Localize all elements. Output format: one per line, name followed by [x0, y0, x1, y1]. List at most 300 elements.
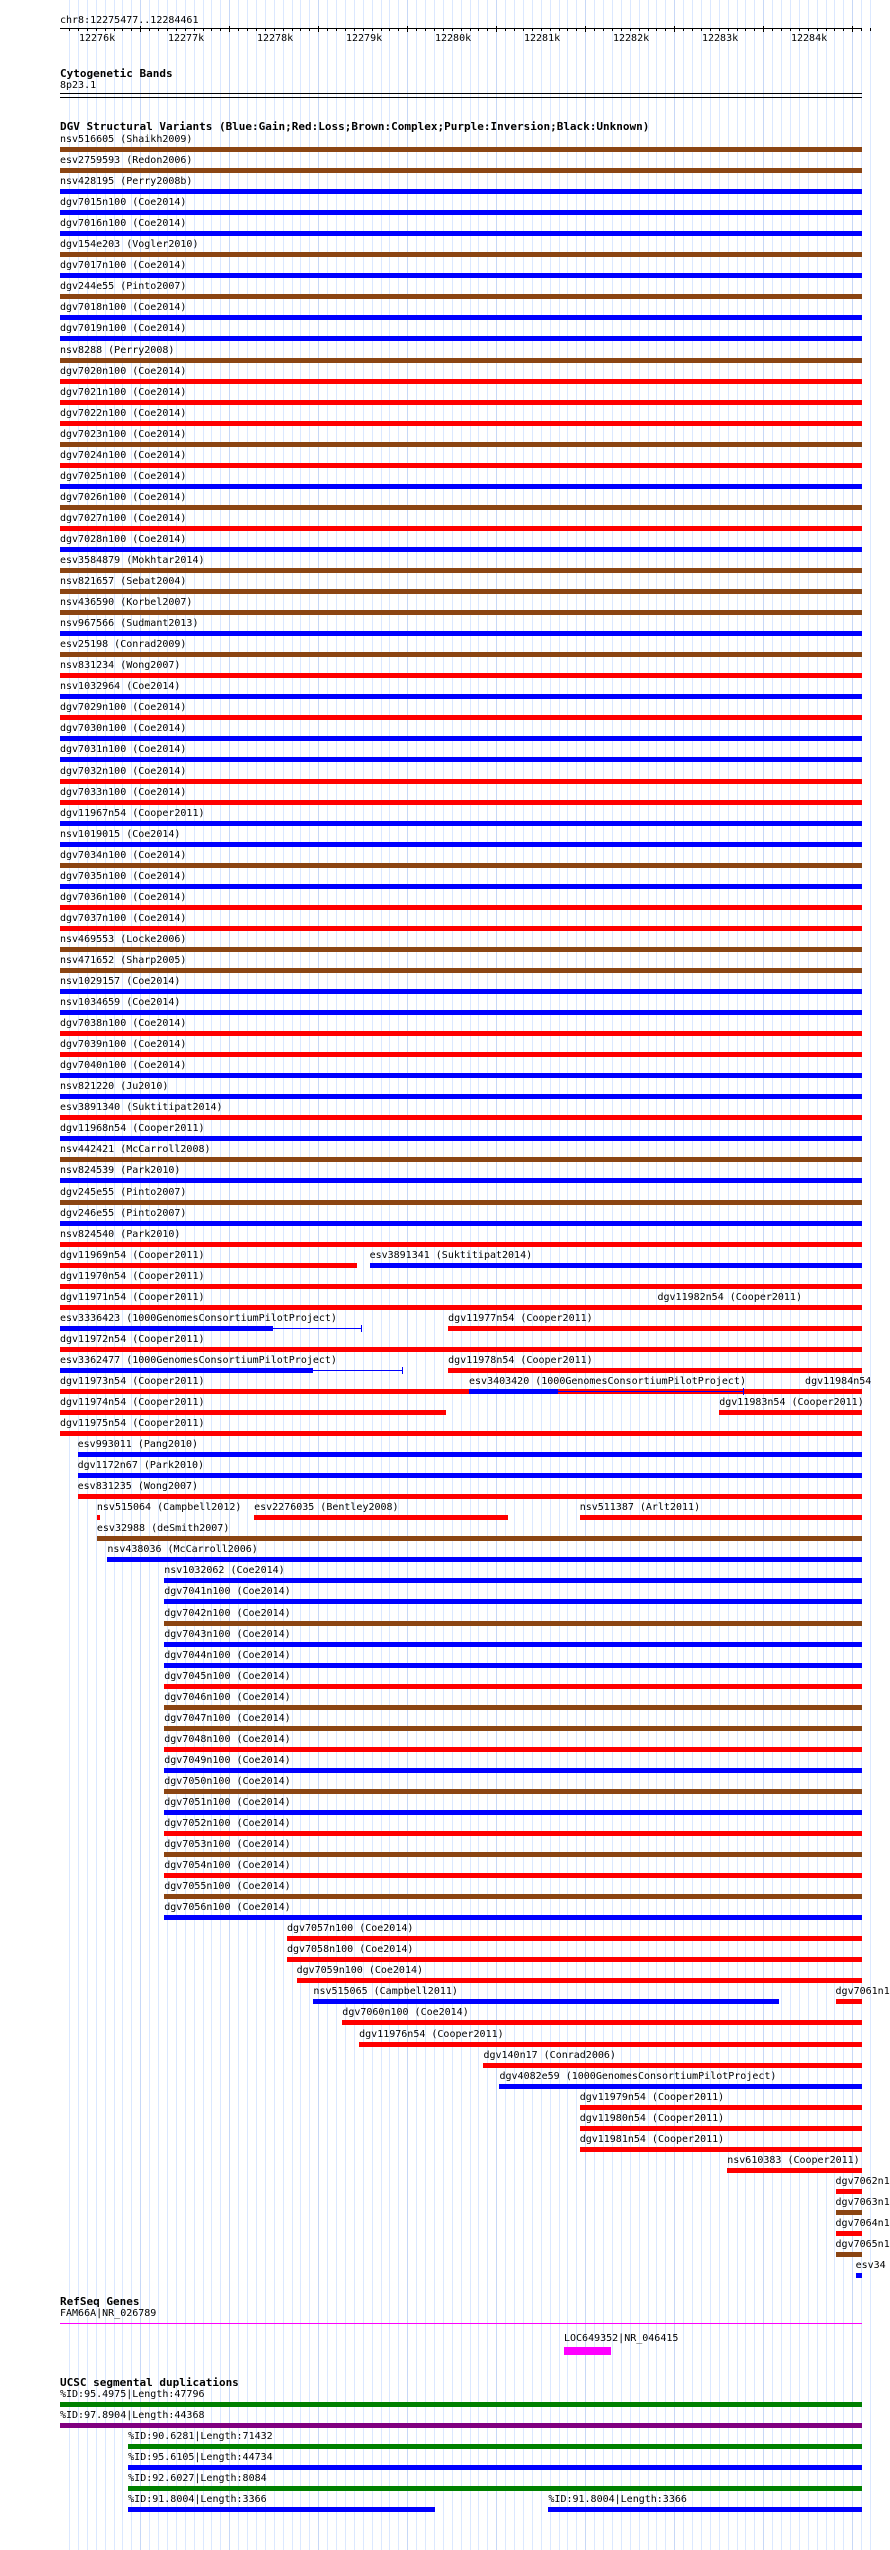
sv-label[interactable]: dgv7038n100 (Coe2014) — [60, 1018, 187, 1030]
ruler-tick — [256, 28, 257, 31]
sv-feature-bar[interactable] — [60, 400, 862, 405]
sv-label[interactable]: nsv1029157 (Coe2014) — [60, 976, 181, 987]
sv-label[interactable]: dgv245e55 (Pinto2007) — [60, 1186, 187, 1198]
ruler-tick — [176, 28, 177, 31]
sv-feature-bar[interactable] — [719, 1410, 862, 1415]
sv-label[interactable]: dgv7026n100 (Coe2014) — [60, 491, 187, 503]
sv-label[interactable]: esv3891341 (Suktitipat2014) — [369, 1249, 533, 1261]
ruler-tick — [817, 28, 818, 31]
sv-label[interactable]: dgv7051n100 (Coe2014) — [164, 1796, 291, 1808]
ruler-tick-label: 12283k — [702, 33, 739, 44]
sv-label[interactable]: dgv7054n100 (Coe2014) — [164, 1860, 291, 1872]
sv-feature-bar[interactable] — [78, 1473, 862, 1478]
ruler-tick — [354, 28, 355, 31]
sv-label[interactable]: dgv7053n100 (Coe2014) — [164, 1839, 291, 1851]
sv-label[interactable]: esv2276035 (Bentley2008) — [254, 1502, 399, 1514]
sv-label[interactable]: esv32988 (deSmith2007) — [96, 1523, 230, 1535]
sv-label[interactable]: dgv7018n100 (Coe2014) — [60, 302, 187, 314]
sv-label[interactable]: nsv610383 (Cooper2011) — [727, 2154, 860, 2166]
sv-feature-bar[interactable] — [60, 463, 862, 468]
sv-label[interactable]: dgv246e55 (Pinto2007) — [60, 1207, 187, 1219]
ruler-tick — [808, 28, 809, 31]
ruler-tick — [194, 28, 195, 31]
ruler-tick — [719, 28, 720, 31]
ruler-tick — [710, 28, 711, 31]
ruler-tick — [576, 28, 577, 31]
sv-label[interactable]: dgv11981n54 (Cooper2011) — [579, 2133, 725, 2145]
sv-feature-bar[interactable] — [60, 168, 862, 173]
sv-feature-bar[interactable] — [342, 2020, 862, 2025]
ruler-tick — [674, 26, 675, 32]
sv-feature-bar[interactable] — [60, 694, 862, 699]
segdup-label[interactable]: %ID:97.8904|Length:44368 — [60, 2410, 205, 2421]
sv-feature-bar[interactable] — [97, 1515, 100, 1520]
sv-feature-bar[interactable] — [60, 442, 862, 447]
sv-label[interactable]: nsv515064 (Campbell2012) — [96, 1502, 242, 1514]
ruler-tick — [416, 28, 417, 31]
sv-label[interactable]: nsv442421 (McCarroll2008) — [60, 1144, 211, 1156]
ruler-tick — [140, 26, 141, 32]
sv-label[interactable]: dgv7028n100 (Coe2014) — [60, 533, 187, 545]
sv-label[interactable]: nsv1032062 (Coe2014) — [164, 1565, 285, 1577]
sv-label[interactable]: dgv7058n100 (Coe2014) — [286, 1944, 414, 1956]
ruler-tick — [639, 28, 640, 31]
sv-label[interactable]: dgv7050n100 (Coe2014) — [164, 1775, 291, 1787]
sv-feature-bar[interactable] — [164, 1578, 862, 1583]
sv-feature-bar[interactable] — [60, 294, 862, 299]
sv-feature-bar[interactable] — [359, 2042, 862, 2047]
sv-label[interactable]: dgv4082e59 (1000GenomesConsortiumPilotProject) — [499, 2070, 777, 2082]
sv-feature-bar[interactable] — [836, 2210, 862, 2215]
ruler-tick — [594, 28, 595, 31]
sv-label[interactable]: dgv7033n100 (Coe2014) — [60, 786, 187, 798]
ruler-tick — [630, 28, 631, 31]
sv-label[interactable]: dgv7029n100 (Coe2014) — [60, 702, 187, 714]
sv-feature-bar[interactable] — [836, 2231, 862, 2236]
refseq-gene-exon[interactable] — [564, 2347, 611, 2355]
sv-label[interactable]: dgv7063n1 — [835, 2196, 890, 2208]
sv-label[interactable]: nsv1034659 (Coe2014) — [60, 997, 181, 1009]
ruler-tick — [203, 28, 204, 31]
ruler-tick — [363, 28, 364, 31]
ruler-tick — [683, 28, 684, 31]
sv-label[interactable]: nsv471652 (Sharp2005) — [60, 954, 187, 966]
ruler-tick — [229, 26, 230, 32]
sv-label[interactable]: dgv7034n100 (Coe2014) — [60, 849, 187, 861]
sv-feature-bar[interactable] — [287, 1936, 862, 1941]
sv-label[interactable]: esv3403420 (1000GenomesConsortiumPilotProject) — [469, 1375, 746, 1387]
sv-feature-bar[interactable] — [60, 505, 862, 510]
sv-feature-bar[interactable] — [60, 947, 862, 952]
sv-label[interactable]: dgv7020n100 (Coe2014) — [60, 365, 187, 377]
sv-feature-bar[interactable] — [60, 526, 862, 531]
ruler-tick — [478, 28, 479, 31]
ruler-tick — [834, 28, 835, 31]
segdup-label[interactable]: %ID:91.8004|Length:3366 — [128, 2494, 267, 2505]
sv-feature-bar[interactable] — [60, 1010, 862, 1015]
ruler-tick-label: 12281k — [524, 33, 561, 44]
sv-feature-bar[interactable] — [164, 1852, 862, 1857]
sv-feature-bar[interactable] — [60, 610, 862, 615]
ruler-tick — [114, 28, 115, 31]
sv-label[interactable]: dgv11976n54 (Cooper2011) — [359, 2028, 504, 2040]
sv-feature-bar[interactable] — [499, 2084, 862, 2089]
sv-label[interactable]: nsv428195 (Perry2008b) — [60, 176, 193, 188]
ruler-tick — [559, 28, 560, 31]
ruler-tick — [274, 28, 275, 31]
sv-feature-bar[interactable] — [856, 2273, 862, 2278]
sv-label[interactable]: nsv967566 (Sudmant2013) — [60, 618, 199, 630]
ruler-tick — [496, 26, 497, 32]
sv-feature-bar[interactable] — [164, 1915, 862, 1920]
sv-feature-bar[interactable] — [164, 1621, 862, 1626]
sv-label[interactable]: nsv824540 (Park2010) — [60, 1228, 181, 1240]
refseq-gene-label[interactable]: FAM66A|NR_026789 — [60, 2308, 157, 2319]
sv-feature-bar[interactable] — [60, 989, 862, 994]
sv-feature-bar[interactable] — [164, 1747, 862, 1752]
sv-label[interactable]: dgv11979n54 (Cooper2011) — [579, 2091, 725, 2103]
sv-label[interactable]: esv3584879 (Mokhtar2014) — [60, 555, 205, 566]
segdup-feature-bar[interactable] — [128, 2486, 862, 2491]
sv-feature-bar[interactable] — [107, 1557, 862, 1562]
sv-feature-bar[interactable] — [370, 1263, 862, 1268]
cytoband-track-title: Cytogenetic Bands — [60, 67, 173, 80]
sv-label[interactable]: dgv11982n54 (Cooper2011) — [657, 1291, 802, 1303]
sv-feature-bar[interactable] — [287, 1957, 862, 1962]
segdup-label[interactable]: %ID:92.6027|Length:8084 — [128, 2473, 267, 2484]
sv-label[interactable]: nsv831234 (Wong2007) — [60, 660, 181, 672]
sv-label[interactable]: esv2759593 (Redon2006) — [60, 155, 193, 167]
sv-label[interactable]: esv3336423 (1000GenomesConsortiumPilotProject) — [60, 1312, 337, 1324]
sv-feature-bar[interactable] — [60, 673, 862, 678]
sv-label[interactable]: dgv7057n100 (Coe2014) — [286, 1923, 414, 1935]
sv-label[interactable]: dgv7017n100 (Coe2014) — [60, 260, 187, 272]
sv-feature-bar[interactable] — [60, 589, 862, 594]
ruler-tick — [345, 28, 346, 31]
sv-label[interactable]: dgv7021n100 (Coe2014) — [60, 386, 187, 398]
ruler-tick — [283, 28, 284, 31]
sv-label[interactable]: dgv11978n54 (Cooper2011) — [448, 1354, 593, 1366]
sv-label[interactable]: dgv7030n100 (Coe2014) — [60, 723, 187, 735]
ruler-tick — [265, 28, 266, 31]
sv-label[interactable]: dgv11980n54 (Cooper2011) — [579, 2112, 725, 2124]
sv-label[interactable]: dgv7046n100 (Coe2014) — [164, 1691, 291, 1703]
sv-feature-whisker-line[interactable] — [558, 1391, 743, 1392]
sv-label[interactable]: dgv11975n54 (Cooper2011) — [60, 1418, 205, 1430]
sv-feature-bar[interactable] — [60, 1052, 862, 1057]
sv-label[interactable]: dgv11972n54 (Cooper2011) — [60, 1333, 205, 1345]
sv-label[interactable]: dgv7044n100 (Coe2014) — [164, 1649, 291, 1661]
ruler-tick — [763, 26, 764, 32]
sv-feature-bar[interactable] — [164, 1642, 862, 1647]
sv-feature-bar[interactable] — [60, 1347, 862, 1352]
sv-feature-bar[interactable] — [60, 1200, 862, 1205]
sv-label[interactable]: dgv7025n100 (Coe2014) — [60, 470, 187, 482]
sv-feature-bar[interactable] — [60, 336, 862, 341]
sv-label[interactable]: dgv7016n100 (Coe2014) — [60, 218, 187, 230]
sv-feature-bar[interactable] — [164, 1768, 862, 1773]
sv-feature-bar[interactable] — [60, 231, 862, 236]
sv-label[interactable]: dgv7032n100 (Coe2014) — [60, 765, 187, 777]
ruler-tick — [158, 28, 159, 31]
sv-feature-bar[interactable] — [60, 1263, 357, 1268]
sv-label[interactable]: dgv11977n54 (Cooper2011) — [448, 1312, 593, 1324]
refseq-gene-label[interactable]: LOC649352|NR_046415 — [564, 2333, 679, 2344]
sv-feature-bar[interactable] — [60, 736, 862, 741]
sv-feature-bar[interactable] — [836, 2189, 862, 2194]
sv-label[interactable]: dgv7039n100 (Coe2014) — [60, 1039, 187, 1051]
sv-feature-bar[interactable] — [60, 315, 862, 320]
sv-feature-bar[interactable] — [60, 568, 862, 573]
sv-feature-bar[interactable] — [60, 1410, 446, 1415]
segdup-feature-bar[interactable] — [128, 2444, 862, 2449]
sv-feature-bar[interactable] — [164, 1789, 862, 1794]
sv-feature-bar[interactable] — [297, 1978, 862, 1983]
sv-feature-bar[interactable] — [164, 1663, 862, 1668]
sv-label[interactable]: dgv11969n54 (Cooper2011) — [60, 1249, 205, 1261]
sv-label[interactable]: dgv7036n100 (Coe2014) — [60, 891, 187, 903]
sv-feature-bar[interactable] — [580, 2105, 862, 2110]
sv-label[interactable]: dgv11984n54 — [805, 1375, 872, 1387]
sv-label[interactable]: dgv154e203 (Vogler2010) — [60, 239, 199, 251]
sv-feature-bar[interactable] — [60, 252, 862, 257]
sv-label[interactable]: dgv7024n100 (Coe2014) — [60, 449, 187, 461]
sv-feature-bar[interactable] — [254, 1515, 508, 1520]
ruler-tick — [389, 28, 390, 31]
sv-feature-bar[interactable] — [97, 1536, 862, 1541]
sv-label[interactable]: dgv7064n1 — [835, 2217, 890, 2229]
sv-label[interactable]: dgv7049n100 (Coe2014) — [164, 1754, 291, 1766]
sv-feature-bar[interactable] — [78, 1452, 862, 1457]
sv-feature-bar[interactable] — [60, 715, 862, 720]
sv-label[interactable]: dgv11973n54 (Cooper2011) — [60, 1375, 205, 1387]
sv-feature-bar[interactable] — [60, 1178, 862, 1183]
segdup-label[interactable]: %ID:91.8004|Length:3366 — [548, 2494, 687, 2505]
sv-label[interactable]: esv831235 (Wong2007) — [77, 1481, 199, 1493]
sv-feature-bar[interactable] — [60, 842, 862, 847]
sv-feature-bar[interactable] — [60, 210, 862, 215]
sv-label[interactable]: nsv436590 (Korbel2007) — [60, 597, 193, 609]
sv-feature-bar[interactable] — [60, 1221, 862, 1226]
sv-feature-bar[interactable] — [836, 1999, 862, 2004]
sv-feature-bar[interactable] — [164, 1599, 862, 1604]
sv-label[interactable]: dgv7048n100 (Coe2014) — [164, 1733, 291, 1745]
sv-label[interactable]: nsv469553 (Locke2006) — [60, 933, 187, 945]
sv-feature-bar[interactable] — [60, 273, 862, 278]
sv-feature-bar[interactable] — [483, 2063, 862, 2068]
sv-feature-bar[interactable] — [60, 379, 862, 384]
sv-feature-bar[interactable] — [60, 863, 862, 868]
sv-feature-bar[interactable] — [580, 1515, 862, 1520]
sv-feature-bar[interactable] — [448, 1326, 862, 1331]
sv-feature-bar[interactable] — [60, 800, 862, 805]
sv-label[interactable]: esv993011 (Pang2010) — [77, 1439, 199, 1451]
ruler-tick — [247, 28, 248, 31]
sv-label[interactable]: nsv438036 (McCarroll2006) — [107, 1544, 258, 1556]
segdup-track-title: UCSC segmental duplications — [60, 2376, 239, 2389]
sv-feature-bar[interactable] — [60, 484, 862, 489]
ruler-tick — [238, 28, 239, 31]
sv-feature-bar[interactable] — [60, 926, 862, 931]
ruler-tick — [648, 28, 649, 31]
ruler-tick — [220, 28, 221, 31]
sv-feature-bar[interactable] — [60, 1326, 273, 1331]
sv-label[interactable]: nsv1019015 (Coe2014) — [60, 828, 181, 840]
ruler-tick — [585, 26, 586, 32]
sv-label[interactable]: nsv821657 (Sebat2004) — [60, 576, 187, 588]
ruler-tick — [292, 28, 293, 31]
sv-feature-bar[interactable] — [164, 1726, 862, 1731]
segdup-label[interactable]: %ID:95.4975|Length:47796 — [60, 2389, 205, 2400]
sv-feature-bar[interactable] — [164, 1705, 862, 1710]
sv-label[interactable]: dgv7056n100 (Coe2014) — [164, 1902, 291, 1914]
segdup-feature-bar[interactable] — [548, 2507, 862, 2512]
sv-feature-bar[interactable] — [727, 2168, 862, 2173]
sv-feature-bar[interactable] — [60, 1284, 862, 1289]
sv-feature-bar[interactable] — [60, 189, 862, 194]
sv-feature-bar[interactable] — [164, 1894, 862, 1899]
sv-label[interactable]: esv3362477 (1000GenomesConsortiumPilotProject) — [60, 1354, 337, 1366]
sv-label[interactable]: dgv7015n100 (Coe2014) — [60, 197, 187, 209]
sv-label[interactable]: nsv824539 (Park2010) — [60, 1165, 181, 1177]
ruler-tick — [772, 28, 773, 31]
sv-label[interactable]: dgv7042n100 (Coe2014) — [164, 1607, 291, 1619]
sv-label[interactable]: dgv11974n54 (Cooper2011) — [60, 1397, 205, 1408]
ruler-tick — [372, 28, 373, 31]
sv-label[interactable]: esv25198 (Conrad2009) — [60, 639, 187, 651]
sv-feature-bar[interactable] — [164, 1684, 862, 1689]
sv-label[interactable]: nsv8288 (Perry2008) — [60, 344, 175, 356]
sv-feature-bar[interactable] — [164, 1873, 862, 1878]
refseq-gene-line[interactable] — [60, 2323, 862, 2324]
sv-label[interactable]: nsv515065 (Campbell2011) — [313, 1986, 458, 1998]
sv-label[interactable]: dgv7023n100 (Coe2014) — [60, 428, 187, 440]
sv-feature-bar[interactable] — [60, 1073, 862, 1078]
sv-feature-bar[interactable] — [60, 652, 862, 657]
sv-feature-whisker-line[interactable] — [313, 1370, 402, 1371]
sv-label[interactable]: dgv7041n100 (Coe2014) — [164, 1586, 291, 1598]
sv-label[interactable]: dgv7045n100 (Coe2014) — [164, 1670, 291, 1682]
sv-feature-bar[interactable] — [60, 1431, 862, 1436]
ruler-tick — [69, 28, 70, 31]
sv-label[interactable]: dgv7040n100 (Coe2014) — [60, 1060, 187, 1072]
sv-label[interactable]: dgv7047n100 (Coe2014) — [164, 1712, 291, 1724]
sv-label[interactable]: dgv7031n100 (Coe2014) — [60, 744, 187, 756]
sv-feature-bar[interactable] — [60, 1368, 313, 1373]
sv-feature-bar[interactable] — [657, 1305, 862, 1310]
sv-label[interactable]: dgv7019n100 (Coe2014) — [60, 323, 187, 335]
sv-label[interactable]: dgv7027n100 (Coe2014) — [60, 512, 187, 524]
ruler-tick — [318, 26, 319, 32]
sv-feature-bar[interactable] — [60, 358, 862, 363]
cytoband-bar-lower — [60, 97, 862, 98]
sv-label[interactable]: dgv7060n100 (Coe2014) — [342, 2007, 469, 2019]
sv-label[interactable]: dgv11971n54 (Cooper2011) — [60, 1291, 205, 1303]
sv-label[interactable]: dgv11968n54 (Cooper2011) — [60, 1123, 205, 1135]
ruler-tick — [843, 28, 844, 31]
segdup-label[interactable]: %ID:95.6105|Length:44734 — [128, 2452, 273, 2463]
cytoband-label: 8p23.1 — [60, 80, 97, 91]
sv-label[interactable]: dgv7059n100 (Coe2014) — [296, 1965, 424, 1977]
sv-feature-bar[interactable] — [805, 1389, 862, 1394]
sv-feature-bar[interactable] — [60, 421, 862, 426]
sv-label[interactable]: dgv7065n1 — [835, 2239, 890, 2250]
sv-label[interactable]: nsv821220 (Ju2010) — [60, 1081, 169, 1093]
ruler-tick — [826, 28, 827, 31]
sv-feature-bar[interactable] — [60, 821, 862, 826]
sv-label[interactable]: dgv7061n1 — [835, 1986, 890, 1998]
sv-label[interactable]: nsv1032964 (Coe2014) — [60, 681, 181, 693]
sv-feature-bar[interactable] — [60, 1157, 862, 1162]
sv-feature-bar[interactable] — [60, 631, 862, 636]
sv-feature-bar[interactable] — [164, 1810, 862, 1815]
sv-label[interactable]: dgv11970n54 (Cooper2011) — [60, 1270, 205, 1282]
sv-label[interactable]: dgv11983n54 (Cooper2011) — [719, 1397, 864, 1408]
sv-feature-bar[interactable] — [60, 1136, 862, 1141]
sv-feature-bar[interactable] — [836, 2252, 862, 2257]
ruler-tick — [505, 28, 506, 31]
sv-label[interactable]: esv3891340 (Suktitipat2014) — [60, 1102, 223, 1114]
sv-label[interactable]: dgv7062n1 — [835, 2175, 890, 2187]
sv-feature-bar[interactable] — [60, 147, 862, 152]
segdup-feature-bar[interactable] — [60, 2423, 862, 2428]
sv-feature-bar[interactable] — [60, 1094, 862, 1099]
segdup-label[interactable]: %ID:90.6281|Length:71432 — [128, 2431, 273, 2442]
sv-label[interactable]: dgv7022n100 (Coe2014) — [60, 407, 187, 419]
sv-feature-bar[interactable] — [60, 1115, 862, 1120]
sv-label[interactable]: dgv140n17 (Conrad2006) — [483, 2049, 616, 2061]
sv-label[interactable]: dgv7052n100 (Coe2014) — [164, 1818, 291, 1829]
sv-label[interactable]: dgv11967n54 (Cooper2011) — [60, 807, 205, 819]
sv-label[interactable]: dgv244e55 (Pinto2007) — [60, 281, 187, 293]
sv-feature-bar[interactable] — [60, 779, 862, 784]
sv-feature-bar[interactable] — [60, 547, 862, 552]
segdup-feature-bar[interactable] — [128, 2507, 434, 2512]
sv-feature-bar[interactable] — [60, 757, 862, 762]
sv-feature-bar[interactable] — [60, 884, 862, 889]
sv-feature-bar[interactable] — [60, 905, 862, 910]
ruler-tick-label: 12277k — [168, 33, 205, 44]
sv-feature-bar[interactable] — [164, 1831, 862, 1836]
sv-feature-whisker-end — [743, 1388, 744, 1395]
sv-label[interactable]: dgv7037n100 (Coe2014) — [60, 912, 187, 924]
sv-feature-bar[interactable] — [580, 2126, 862, 2131]
cytoband-bar[interactable] — [60, 93, 862, 94]
ruler-tick — [870, 28, 871, 31]
ruler-tick — [425, 28, 426, 31]
gridline — [870, 0, 871, 2550]
segdup-feature-bar[interactable] — [60, 2402, 862, 2407]
sv-feature-bar[interactable] — [78, 1494, 862, 1499]
sv-label[interactable]: dgv7055n100 (Coe2014) — [164, 1881, 291, 1893]
sv-feature-bar[interactable] — [60, 1031, 862, 1036]
sv-feature-bar[interactable] — [60, 968, 862, 973]
sv-feature-whisker-line[interactable] — [273, 1328, 361, 1329]
ruler-tick — [434, 28, 435, 31]
sv-feature-bar[interactable] — [313, 1999, 778, 2004]
sv-label[interactable]: dgv1172n67 (Park2010) — [77, 1460, 205, 1472]
sv-label[interactable]: esv34 — [855, 2260, 886, 2272]
sv-feature-bar[interactable] — [469, 1389, 558, 1394]
sv-feature-bar[interactable] — [580, 2147, 862, 2152]
sv-label[interactable]: nsv516605 (Shaikh2009) — [60, 134, 193, 145]
sv-feature-bar[interactable] — [60, 1242, 862, 1247]
sv-label[interactable]: nsv511387 (Arlt2011) — [579, 1502, 701, 1514]
sv-feature-bar[interactable] — [448, 1368, 862, 1373]
segdup-feature-bar[interactable] — [128, 2465, 862, 2470]
sv-label[interactable]: dgv7035n100 (Coe2014) — [60, 870, 187, 882]
sv-label[interactable]: dgv7043n100 (Coe2014) — [164, 1628, 291, 1640]
